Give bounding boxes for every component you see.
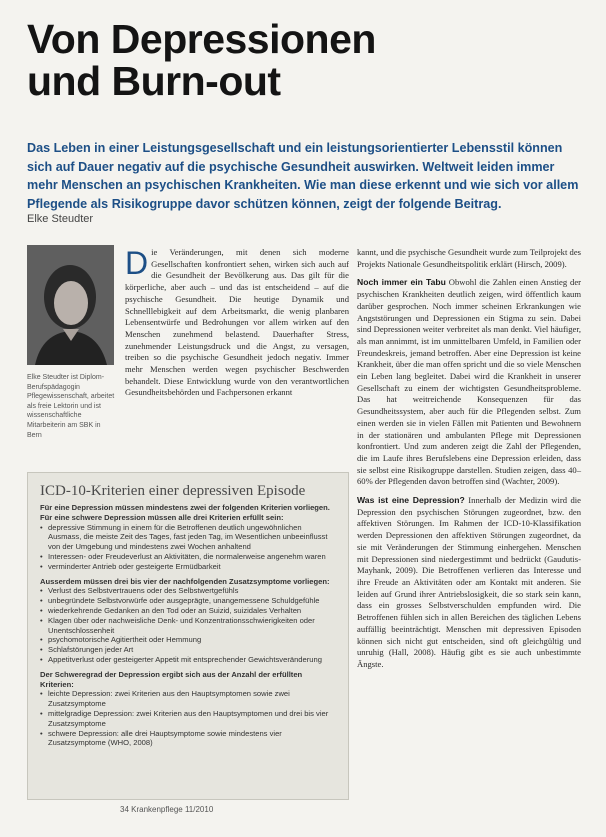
article-column-2 [357, 247, 581, 671]
author-name: Elke Steudter [27, 213, 94, 225]
subhead-depression: Was ist eine Depression? [357, 495, 465, 506]
additional-symptom: • Appetitverlust oder gesteigerter Appetit mit entsprechender Gewichtsveränderung [40, 655, 336, 665]
severity-item: • schwere Depression: alle drei Hauptsymptome sowie mindestens vier Zusatzsymptome (WHO, 2008) [40, 729, 336, 749]
intro-text: ie Veränderungen, mit denen sich moderne Gesellschaften konfrontiert sehen, wirken sich auch auf die Gesundheit der Bevölkerung aus. Das gilt für die körperliche, aber auch – und das ist entscheidend – auf die psychische Gesundheit. Die heutige Dynamik und Schnelllebigkeit auf dem Arbeitsmarkt, die wenig planbaren Lebensentwürfe und Bedrohungen vor allem wirken auf den Menschen zunehmend belastend. Dauerhafter Stress, zunehmender Leistungsdruck und die Angst, zu versagen, treiben so die psychische Gesundheit jedoch negativ. Immer mehr Menschen werden wegen psychischer Beschwerden behandelt. Diese Entwicklung wurde von den verantwortlichen Gesundheitsbehörden und Fachpersonen erkannt [125, 247, 349, 398]
article-column-1 [125, 247, 349, 399]
column-2-paragraph-1: kannt, und die psychische Gesundheit wurde zum Teilprojekt des Projekts Nationale Gesundheitspolitik erklärt (Hirsch, 2009). [357, 247, 581, 269]
additional-symptom: • Schlafstörungen jeder Art [40, 645, 336, 655]
severity-item: • mittelgradige Depression: zwei Kriterien aus den Hauptsymptomen und drei bis vier Zusatzsymptome [40, 709, 336, 729]
subhead-tabu: Noch immer ein Tabu [357, 277, 446, 288]
column-2-paragraph-3 [357, 495, 581, 671]
author-photo [27, 245, 114, 365]
dropcap: D [125, 245, 149, 281]
title-line-2: und Burn-out [27, 58, 281, 104]
core-criteria-list [40, 523, 336, 572]
icd10-criteria-box [27, 472, 349, 800]
box-intro-1: Für eine Depression müssen mindestens zwei der folgenden Kriterien vorliegen. [40, 503, 330, 512]
additional-symptoms-title: Ausserdem müssen drei bis vier der nachfolgenden Zusatzsymptome vorliegen: [40, 576, 330, 586]
core-criterion: • depressive Stimmung in einem für die Betroffenen deutlich ungewöhnlichen Ausmass, die meiste Zeit des Tages, fast jeden Tag, im Wesentlichen unbeeinflusst von der Umgebung und mindestens zwei Wochen anhaltend [40, 523, 336, 552]
additional-symptom: • unbegründete Selbstvorwürfe oder ausgeprägte, unangemessene Schuldgefühle [40, 596, 336, 606]
severity-title: Der Schweregrad der Depression ergibt sich aus der Anzahl der erfüllten Kriterien: [40, 669, 303, 689]
additional-symptom: • wiederkehrende Gedanken an den Tod oder an Suizid, suizidales Verhalten [40, 606, 336, 616]
additional-symptom: • Verlust des Selbstvertrauens oder des Selbstwertgefühls [40, 586, 336, 596]
page-footer: 34 Krankenpflege 11/2010 [120, 805, 214, 814]
additional-symptoms-list [40, 586, 336, 664]
additional-symptom: • psychomotorische Agitiertheit oder Hemmung [40, 635, 336, 645]
depression-text: Innerhalb der Medizin wird die Depression den psychischen Störungen zugeordnet, bzw. den affektiven Störungen. Im Rahmen der ICD-10-Klassifikation werden Depressionen den affektiven Störungen zugeordnet, da sie mit Veränderungen der Stimmung einhergehen. Menschen mit Depressionen sind niedergestimmt und bedrückt (Gaudutis-Mayhank, 2009). Die Betroffenen verlieren das Interesse und ihre Freude an Aktivitäten oder am Kontakt mit anderen. Sie leiden auf Grund ihrer Antriebslosigkeit, die so stark sein kann, dass ein grosses Selbstverschulden empfunden wird. Die Betroffenen fühlen sich in allen Bereichen des täglichen Lebens auffällig beeinträchtigt. Menschen mit depressiven Episoden können sich nicht gut entscheiden, sind oft gleichgültig und unruhig (Hall, 2008). Häufig gibt es sie auch unbestimmte Ängste. [357, 495, 581, 669]
lead-paragraph: Das Leben in einer Leistungsgesellschaft und ein leistungsorientierter Lebensstil können sich auf Dauer negativ auf die psychische Gesundheit auswirken. Weltweit leiden immer mehr Menschen an psychischen Krankheiten. Wie man diese erkennt und wie sich vor allem Pflegende als Risikogruppe davor schützen können, zeigt der folgende Beitrag. [27, 141, 579, 211]
article-title [27, 18, 376, 102]
core-criterion: • verminderter Antrieb oder gesteigerte Ermüdbarkeit [40, 562, 336, 572]
severity-list [40, 689, 336, 748]
additional-symptom: • Klagen über oder nachweisliche Denk- und Konzentrationsschwierigkeiten oder Unentschlossenheit [40, 616, 336, 636]
title-line-1: Von Depressionen [27, 16, 376, 62]
tabu-text: Obwohl die Zahlen einen Anstieg der psychischen Krankheiten deutlich zeigen, wird öffentlich kaum darüber gesprochen. Noch immer scheinen Erkrankungen wie Angststörungen und Depressionen ein Stigma zu sein. Dabei sind Depressionen weiter verbreitet als man denkt. Viel häufiger, als man annimmt, ist im unmittelbaren Umfeld, in Familien oder Freundeskreis, jemand betroffen. Aber eine Depression ist keine Krankheit, über die man offen spricht und die so viele Menschen ein Leben lang begleitet. Dabei wird die Krankheit in unserer Gesellschaft zu einem der wichtigsten Gesundheitsprobleme. Das hat weitreichende Konsequenzen für das Gesundheitssystem, aber auch für die Pflegenden selbst. Zum einen werden sie in vielen Fällen mit Patienten und Bewohnern in der stationären und ambulanten Pflege mit Depressionen konfrontiert. Und zum anderen zeigt die Zahl der Pflegenden, die im Laufe ihres Berufslebens eine Depression erleiden, dass sie selbst eine Risikogruppe darstellen. Studien zeigen, dass 40–60% der Pflegenden davon betroffen sind (Wachter, 2009). [357, 277, 581, 487]
column-2-paragraph-2 [357, 277, 581, 488]
box-title: ICD-10-Kriterien einer depressiven Episode [40, 483, 306, 499]
core-criterion: • Interessen- oder Freudeverlust an Aktivitäten, die normalerweise angenehm waren [40, 552, 336, 562]
column-1-paragraph [125, 247, 349, 399]
author-caption: Elke Steudter ist Diplom-Berufspädagogin Pflegewissenschaft, arbeitet als freie Lektorin und ist wissenschaftliche Mitarbeiterin am SBK in Bern [27, 374, 115, 439]
box-intro-2: Für eine schwere Depression müssen alle drei Kriterien erfüllt sein: [40, 512, 284, 522]
severity-item: • leichte Depression: zwei Kriterien aus den Hauptsymptomen sowie zwei Zusatzsymptome [40, 689, 336, 709]
